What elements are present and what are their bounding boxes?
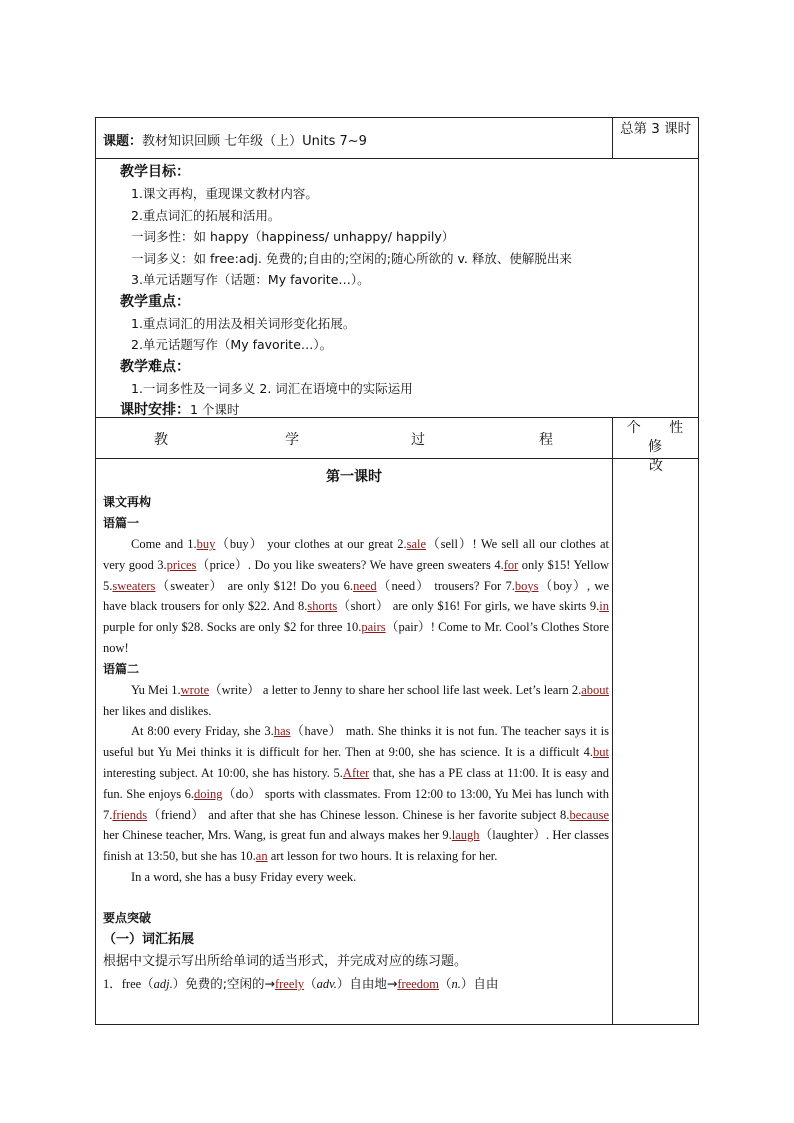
goal-item: 1.课文再构，重现课文教材内容。 (131, 186, 318, 201)
answer-blank: an (255, 849, 268, 864)
text-run: art lesson for two hours. It is relaxing for her. (267, 849, 498, 864)
goal-heading: 教学目标： (120, 164, 190, 180)
text-run: （pair）! Come to Mr. Cool’s Clothes Store now! (103, 620, 610, 655)
text-run: interesting subject. At 10:00, she has history. 5. (103, 765, 343, 780)
answer-blank: sale (406, 537, 427, 551)
answer-blank: has (273, 724, 291, 739)
chinese-gloss: ）自由 (460, 975, 499, 991)
answer-blank: buy (196, 537, 216, 551)
lesson-heading: 第一课时 (326, 469, 382, 485)
answer-blank: freely (274, 976, 305, 991)
text-run: （price）. Do you like sweaters? We have green sweaters 4. (196, 557, 504, 572)
difficult-heading: 教学难点： (120, 358, 190, 375)
text-run: （write） a letter to Jenny to share her school life last week. Let’s learn 2. (209, 682, 582, 697)
text-run: 1．free（ (103, 976, 154, 991)
answer-blank: in (599, 599, 609, 614)
text-run: At 8:00 every Friday, she 3. (131, 724, 274, 739)
spacer (103, 888, 609, 908)
vocab-instruction: 根据中文提示写出所给单词的适当形式，并完成对应的练习题。 (103, 953, 468, 969)
key-point: 2.单元话题写作（My favorite…）。 (131, 337, 333, 352)
text-run: （laughter）. Her classes finish at 13:50, but she has 10. (103, 828, 609, 864)
passage1-heading: 语篇一 (103, 516, 140, 530)
part-of-speech: n. (451, 976, 461, 991)
column-divider (612, 118, 613, 158)
text-run: （short） are only $16! For girls, we have skirts 9. (337, 599, 600, 614)
passage2-paragraph (103, 721, 609, 867)
text-run: Yu Mei 1. (131, 682, 181, 697)
text-run: （ (439, 976, 452, 991)
title-text: 教材知识回顾 七年级（上）Units 7~9 (142, 134, 367, 149)
personal-edit-header (614, 419, 698, 476)
passage2-paragraph (103, 680, 609, 722)
goal-item: 一词多义：如 free:adj. 免费的;自由的;空闲的;随心所欲的 v. 释放、使解脱出来 (131, 250, 572, 266)
vocab-item (103, 973, 609, 995)
text-run: purple for only $28. Socks are only $2 for three 10. (103, 620, 362, 635)
text-run: that, she has a PE class at 11:00. It is easy and fun. She enjoys 6. (103, 765, 609, 801)
answer-blank: freedom (397, 976, 440, 991)
answer-blank: need (353, 578, 377, 593)
chinese-gloss: ）自由地→ (336, 975, 398, 991)
text-run: （boy）, we have black trousers for only $22. And 8. (103, 578, 609, 614)
personal-line: 改 (649, 458, 663, 474)
title-label: 课题： (103, 134, 143, 149)
answer-blank: prices (166, 557, 197, 572)
answer-blank: doing (194, 786, 223, 801)
row-divider (96, 158, 698, 159)
process-char: 程 (539, 432, 553, 448)
vocab-heading: （一）词汇拓展 (103, 931, 195, 947)
goal-item: 一词多性：如 happy（happiness/ unhappy/ happily） (131, 229, 455, 244)
answer-blank: pairs (361, 620, 386, 635)
section-rewrite-heading: 课文再构 (103, 495, 152, 509)
text-run: her Chinese teacher, Mrs. Wang, is great fun and always makes her 9. (103, 828, 452, 843)
answer-blank: After (342, 765, 370, 780)
text-run: Come and 1. (131, 537, 197, 551)
part-of-speech: adv. (316, 976, 337, 991)
answer-blank: for (503, 557, 519, 572)
process-char: 教 (154, 432, 168, 448)
schedule-heading: 课时安排： (120, 402, 190, 418)
text-run: （do） sports with classmates. From 12:00 to 13:00, Yu Mei has lunch with 7. (103, 786, 609, 822)
process-header (96, 418, 612, 458)
key-heading: 教学重点： (120, 293, 190, 310)
answer-blank: boys (514, 578, 539, 593)
lesson-content (103, 462, 609, 995)
passage1-text (103, 534, 609, 659)
answer-blank: laugh (451, 828, 480, 843)
key-point: 1.重点词汇的用法及相关词形变化拓展。 (131, 315, 356, 331)
part-of-speech: adj. (153, 976, 173, 991)
text-run: only $15! Yellow 5. (103, 557, 609, 593)
chinese-gloss: ）免费的;空闲的→ (172, 975, 275, 991)
text-run: （friend） and after that she has Chinese lesson. Chinese is her favorite subject 8. (147, 807, 570, 822)
text-run: （sweater） are only $12! Do you 6. (155, 578, 354, 593)
difficult-points: 1.一词多性及一词多义 2. 词汇在语境中的实际运用 (131, 380, 413, 396)
text-run: （sell）! We sell all our clothes at very good 3. (103, 537, 609, 572)
text-run: （buy） your clothes at our great 2. (215, 537, 407, 551)
answer-blank: but (593, 745, 609, 760)
answer-blank: because (569, 807, 609, 822)
lesson-title-row (103, 130, 367, 149)
objectives-block (120, 161, 610, 421)
total-lesson-number: 总第 3 课时 (620, 121, 692, 137)
row-divider (96, 458, 698, 459)
schedule-value: 1 个课时 (190, 402, 240, 417)
section-key-heading: 要点突破 (103, 910, 152, 925)
passage2-closing: In a word, she has a busy Friday every week. (131, 869, 357, 884)
process-char: 学 (285, 432, 299, 448)
answer-blank: friends (112, 807, 148, 822)
goal-item: 2.重点词汇的拓展和活用。 (131, 207, 281, 223)
answer-blank: wrote (180, 682, 210, 697)
text-run: （have） math. She thinks it is not fun. The teacher says it is useful but Yu Mei thinks it is difficult for her. Then at 9:00, she has science. It is a difficult 4. (103, 724, 610, 760)
answer-blank: sweaters (112, 578, 156, 593)
text-run: her likes and dislikes. (103, 703, 212, 718)
goal-item: 3.单元话题写作（话题：My favorite…）。 (131, 272, 370, 287)
passage2-heading: 语篇二 (103, 661, 140, 676)
answer-blank: shorts (307, 599, 338, 614)
lesson-plan-table (95, 117, 699, 1025)
column-divider (612, 417, 613, 1024)
text-run: （ (304, 976, 317, 991)
answer-blank: about (581, 682, 610, 697)
personal-line: 个 性 修 (626, 420, 696, 455)
process-char: 过 (411, 432, 425, 448)
text-run: （need） trousers? For 7. (376, 578, 515, 593)
